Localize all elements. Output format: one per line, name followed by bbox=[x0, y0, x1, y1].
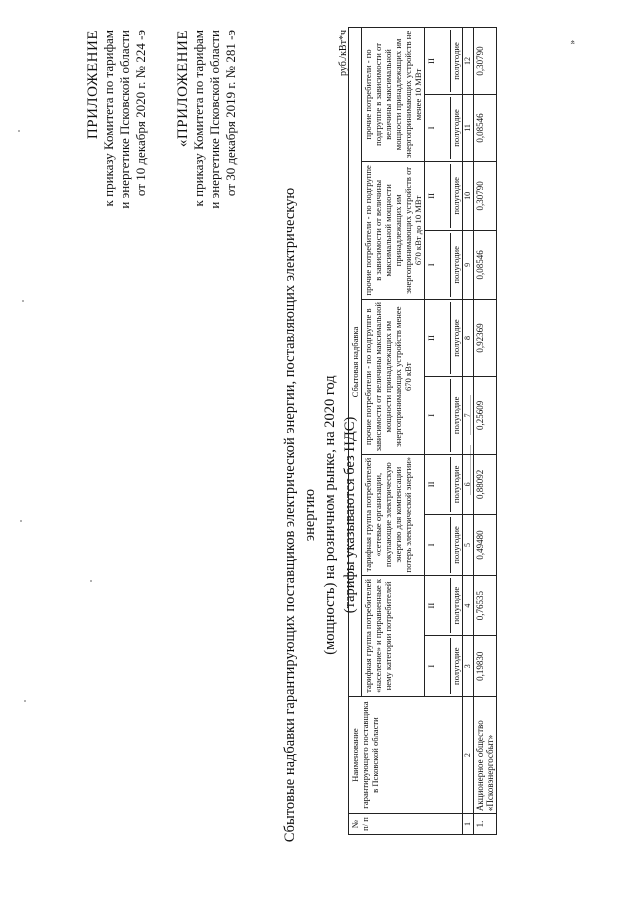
half-year-cell bbox=[425, 230, 463, 299]
markup-value: 0,19830 bbox=[474, 636, 497, 697]
markup-value: 0,08546 bbox=[474, 230, 497, 299]
markup-value: 0,88092 bbox=[474, 454, 497, 515]
closing-quote: » bbox=[567, 40, 577, 45]
header-line: и энергетике Псковской области bbox=[207, 30, 222, 209]
half-year-label: полугодие bbox=[450, 233, 461, 297]
table-row bbox=[474, 28, 497, 835]
half-year-label: полугодие bbox=[450, 379, 461, 451]
order-header-current bbox=[85, 30, 149, 209]
title-line: (мощность) на розничном рынке, на 2020 год bbox=[322, 375, 338, 655]
column-number: 3 bbox=[463, 636, 474, 697]
half-year-cell bbox=[425, 377, 463, 454]
title-line: (тарифы указываются без НДС) bbox=[342, 416, 358, 614]
half-year-label: полугодие bbox=[450, 302, 461, 374]
group-less670-header: прочие потребители - по подгруппе в зависимости от величины максимальной мощности принадлежащих им энергопринимающих устройств менее 670 кВт bbox=[362, 299, 425, 454]
half-year-cell bbox=[425, 636, 463, 697]
column-number: 7 bbox=[463, 377, 474, 454]
markup-value: 0,49480 bbox=[474, 515, 497, 576]
col-markup-header: Сбытовая надбавка bbox=[349, 28, 362, 697]
row-number: 1. bbox=[474, 814, 497, 835]
col-name-header: Наименование гарантирующего поставщика в Псковской области bbox=[349, 697, 463, 814]
column-number-row bbox=[463, 28, 474, 835]
column-number: 1 bbox=[463, 814, 474, 835]
half-year-cell bbox=[425, 299, 463, 376]
half-year-number: I bbox=[426, 413, 436, 417]
col-no-header: № п/ п bbox=[349, 814, 463, 835]
column-number: 6 bbox=[463, 454, 474, 515]
header-line: и энергетике Псковской области bbox=[117, 30, 132, 209]
half-year-number: I bbox=[426, 543, 436, 547]
appendix-title: «ПРИЛОЖЕНИЕ bbox=[175, 30, 191, 148]
markup-value: 0,08546 bbox=[474, 94, 497, 161]
markup-table bbox=[348, 27, 497, 835]
group-670-10-header: прочие потребители - по подгруппе в зависимости от величины максимальной мощности принадлежащих им энергопринимающих устройств от 670 кВт до 10 МВт bbox=[362, 161, 425, 299]
column-number: 11 bbox=[463, 94, 474, 161]
half-year-number: I bbox=[426, 126, 436, 130]
column-number: 5 bbox=[463, 515, 474, 576]
unit-label: руб./кВт*ч bbox=[338, 30, 349, 77]
header-line: от 10 декабря 2020 г. № 224 -э bbox=[133, 30, 148, 197]
group-grid-header: тарифная группа потребителей «сетевые организации, покупающие электрическую энергию для компенсации потерь электрической энергии» bbox=[362, 454, 425, 575]
half-year-label: полугодие bbox=[450, 97, 461, 159]
title-line: Сбытовые надбавки гарантирующих поставщиков электрической энергии, поставляющих электрическую энергию bbox=[282, 187, 318, 843]
half-year-cell bbox=[425, 454, 463, 515]
order-header-previous bbox=[175, 30, 239, 209]
half-year-number: II bbox=[426, 193, 436, 199]
half-year-label: полугодие bbox=[450, 638, 461, 694]
half-year-label: полугодие bbox=[450, 517, 461, 573]
half-year-label: полугодие bbox=[450, 30, 461, 92]
half-year-cell bbox=[425, 161, 463, 230]
column-number: 10 bbox=[463, 161, 474, 230]
column-number: 4 bbox=[463, 575, 474, 636]
half-year-label: полугодие bbox=[450, 578, 461, 634]
half-year-label: полугодие bbox=[450, 164, 461, 228]
half-year-cell bbox=[425, 575, 463, 636]
half-year-cell bbox=[425, 515, 463, 576]
group-less10-header: прочие потребители - по подгруппе в зависимости от величины максимальной мощности принадлежащих им энергопринимающих устройств не менее 10 МВт bbox=[362, 28, 425, 162]
group-population-header: тарифная группа потребителей «население» и приравненные к нему категории потребителей bbox=[362, 575, 425, 696]
half-year-label: полугодие bbox=[450, 457, 461, 513]
markup-value: 0,25609 bbox=[474, 377, 497, 454]
supplier-name: Акционерное общество «Псковэнергосбыт» bbox=[474, 697, 497, 814]
half-year-cell bbox=[425, 94, 463, 161]
markup-value: 0,30790 bbox=[474, 28, 497, 95]
half-year-number: II bbox=[426, 481, 436, 488]
markup-value: 0,30790 bbox=[474, 161, 497, 230]
markup-value: 0,92369 bbox=[474, 299, 497, 376]
markup-value: 0,76535 bbox=[474, 575, 497, 636]
half-year-number: I bbox=[426, 263, 436, 267]
column-number: 9 bbox=[463, 230, 474, 299]
half-year-number: II bbox=[426, 335, 436, 341]
header-line: от 30 декабря 2019 г. № 281 -э bbox=[223, 30, 238, 197]
header-line: к приказу Комитета по тарифам bbox=[191, 30, 206, 207]
appendix-title: ПРИЛОЖЕНИЕ bbox=[85, 30, 101, 140]
column-number: 2 bbox=[463, 697, 474, 814]
column-number: 8 bbox=[463, 299, 474, 376]
half-year-cell bbox=[425, 28, 463, 95]
column-number: 12 bbox=[463, 28, 474, 95]
half-year-number: II bbox=[426, 602, 436, 609]
header-line: к приказу Комитета по тарифам bbox=[101, 30, 116, 207]
half-year-number: II bbox=[426, 58, 436, 64]
half-year-number: I bbox=[426, 664, 436, 668]
